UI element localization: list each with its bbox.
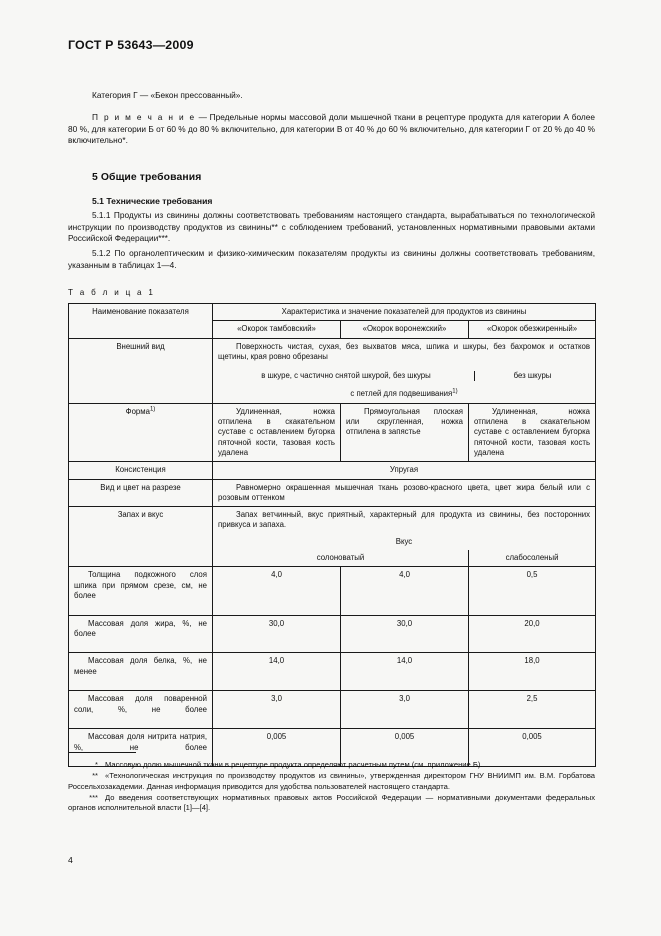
footnote-1-text: Массовую долю мышечной ткани в рецептуре продукта определяют расчетным путем (см. приложение Б). [105, 760, 483, 769]
table-header-row-group [69, 304, 596, 321]
row-label-fat-fraction: Массовая доля жира, %, не более [69, 615, 213, 653]
row-cell-appearance [213, 338, 596, 403]
note-label: П р и м е ч а н и е [92, 112, 196, 122]
row-label-appearance: Внешний вид [69, 338, 213, 403]
loop-footnote-marker: 1) [452, 388, 458, 395]
footnote-3 [68, 793, 595, 814]
row-cell-protein-fraction-2: 14,0 [341, 653, 469, 691]
standard-number-header: ГОСТ Р 53643—2009 [68, 38, 194, 52]
table-row [69, 653, 596, 691]
appearance-loop-text [218, 389, 590, 399]
header-cell-product-1: «Окорок тамбовский» [213, 321, 341, 338]
row-label-taste-spacer-2 [69, 550, 213, 567]
row-label-fat-thickness: Толщина подкожного слоя шпика при прямом срезе, см, не более [69, 567, 213, 615]
clause-5-1-1 [68, 210, 595, 245]
requirements-table-wrapper [68, 303, 595, 767]
row-cell-nitrite-fraction-1: 0,005 [213, 729, 341, 767]
taste-group-title: Вкус [213, 534, 596, 550]
footnotes-block [68, 760, 595, 814]
footnote-2-marker: ** [92, 771, 98, 781]
row-cell-salt-fraction-2: 3,0 [341, 691, 469, 729]
row-cell-shape-1: Удлиненная, ножка отпилена в скакательном суставе с оставлением бугорка пяточной кости, тазовая кость удалена [213, 403, 341, 461]
table-row [69, 615, 596, 653]
table-row [69, 338, 596, 403]
table-row [69, 403, 596, 461]
row-cell-nitrite-fraction-2: 0,005 [341, 729, 469, 767]
category-paragraph [68, 90, 595, 102]
clause-5-1-2 [68, 248, 595, 271]
footnote-3-marker: *** [89, 792, 98, 802]
skin-variants-right: без шкуры [513, 371, 552, 381]
row-cell-shape-2: Прямоугольная плоская или скругленная, ножка отпилена в запястье [341, 403, 469, 461]
table-row [69, 462, 596, 479]
row-cell-salt-fraction-3: 2,5 [469, 691, 596, 729]
loop-label: с петлей для подвешивания [350, 389, 453, 399]
row-cell-fat-thickness-1: 4,0 [213, 567, 341, 615]
row-cell-fat-fraction-1: 30,0 [213, 615, 341, 653]
footnote-separator-rule [68, 752, 136, 753]
footnote-1 [68, 760, 595, 771]
header-cell-indicator-name: Наименование показателя [69, 304, 213, 339]
footnote-3-text: До введения соответствующих нормативных правовых актов Российской Федерации — нормативными документами федеральных органов исполнительной власти [1]—[4]. [68, 792, 595, 813]
row-label-taste-spacer [69, 534, 213, 550]
shape-footnote-marker: 1) [149, 406, 156, 413]
note-paragraph-text [68, 112, 595, 147]
row-cell-cut-color: Равномерно окрашенная мышечная ткань розово-красного цвета, цвет жира белый или с розовым оттенком [213, 479, 596, 507]
row-cell-protein-fraction-3: 18,0 [469, 653, 596, 691]
note-body: — Предельные нормы массовой доли мышечной ткани в рецептуре продукта для категории А более 80 %, для категории Б от 60 % до 80 % включительно, для категории В от 40 % до 60 % включительно, для категории Г от 20 % до 40 % включительно*. [68, 112, 595, 146]
note-paragraph [68, 112, 595, 147]
skin-variants-left: в шкуре, с частично снятой шкурой, без шкуры [218, 371, 475, 381]
table-caption: Т а б л и ц а 1 [68, 288, 156, 297]
header-cell-product-2: «Окорок воронежский» [341, 321, 469, 338]
row-label-smell-taste: Запах и вкус [69, 507, 213, 534]
row-label-nitrite-fraction: Массовая доля нитрита натрия, %, не более [69, 729, 213, 767]
row-cell-smell-taste: Запах ветчинный, вкус приятный, характерный для продукта из свинины, без посторонних привкуса и запаха. [213, 507, 596, 534]
header-cell-product-3: «Окорок обезжиренный» [469, 321, 596, 338]
table-row [69, 479, 596, 507]
table-row [69, 567, 596, 615]
row-cell-fat-fraction-2: 30,0 [341, 615, 469, 653]
header-cell-group-title: Характеристика и значение показателей для продуктов из свинины [213, 304, 596, 321]
category-text: Категория Г — «Бекон прессованный». [92, 90, 243, 100]
row-cell-nitrite-fraction-3: 0,005 [469, 729, 596, 767]
row-label-salt-fraction: Массовая доля поваренной соли, %, не более [69, 691, 213, 729]
section-heading-5-1: 5.1 Технические требования [92, 196, 213, 206]
row-cell-salt-fraction-1: 3,0 [213, 691, 341, 729]
section-heading-5: 5 Общие требования [92, 172, 202, 183]
clause-5-1-2-text: 5.1.2 По органолептическим и физико-химическим показателям продукты из свинины должны соответствовать требованиям, указанным в таблицах 1—4. [68, 248, 595, 270]
row-label-shape [69, 403, 213, 461]
appearance-main-text: Поверхность чистая, сухая, без выхватов мяса, шпика и шкуры, без бахромок и остатков щетины, края ровно обрезаны [218, 341, 591, 361]
table-row-taste-title [69, 534, 596, 550]
row-label-consistency: Консистенция [69, 462, 213, 479]
taste-value-right: слабосоленый [469, 550, 596, 567]
table-row [69, 507, 596, 534]
table-row [69, 691, 596, 729]
row-cell-shape-3: Удлиненная, ножка отпилена в скакательном суставе с оставлением бугорка пяточной кости, тазовая кость удалена [469, 403, 596, 461]
taste-value-left: солоноватый [213, 550, 469, 567]
row-label-shape-text: Форма [125, 406, 150, 416]
row-cell-fat-thickness-2: 4,0 [341, 567, 469, 615]
footnote-2-text: «Технологическая инструкция по производству продуктов из свинины», утвержденная директором ГНУ ВНИИМП им. В.М. Горбатова Россельхозакадемии. Данная информация приводится для удобства пользователей настоящего стандарта. [68, 771, 595, 791]
page-content-area [68, 0, 595, 936]
footnote-1-marker: * [95, 760, 98, 769]
row-cell-consistency: Упругая [213, 462, 596, 479]
footnote-2 [68, 771, 595, 792]
requirements-table [68, 303, 596, 767]
table-row-taste-values [69, 550, 596, 567]
row-cell-fat-thickness-3: 0,5 [469, 567, 596, 615]
row-label-cut-color: Вид и цвет на разрезе [69, 479, 213, 507]
row-cell-fat-fraction-3: 20,0 [469, 615, 596, 653]
clause-5-1-1-text: 5.1.1 Продукты из свинины должны соответствовать требованиям настоящего стандарта, вырабатываться по технологической инструкции по производству продуктов из свинины** с соблюдением требований, установленных нормативными правовыми актами Российской Федерации***. [68, 210, 595, 244]
row-label-protein-fraction: Массовая доля белка, %, не менее [69, 653, 213, 691]
appearance-skin-split [218, 371, 590, 381]
page-number: 4 [68, 855, 73, 865]
row-cell-protein-fraction-1: 14,0 [213, 653, 341, 691]
